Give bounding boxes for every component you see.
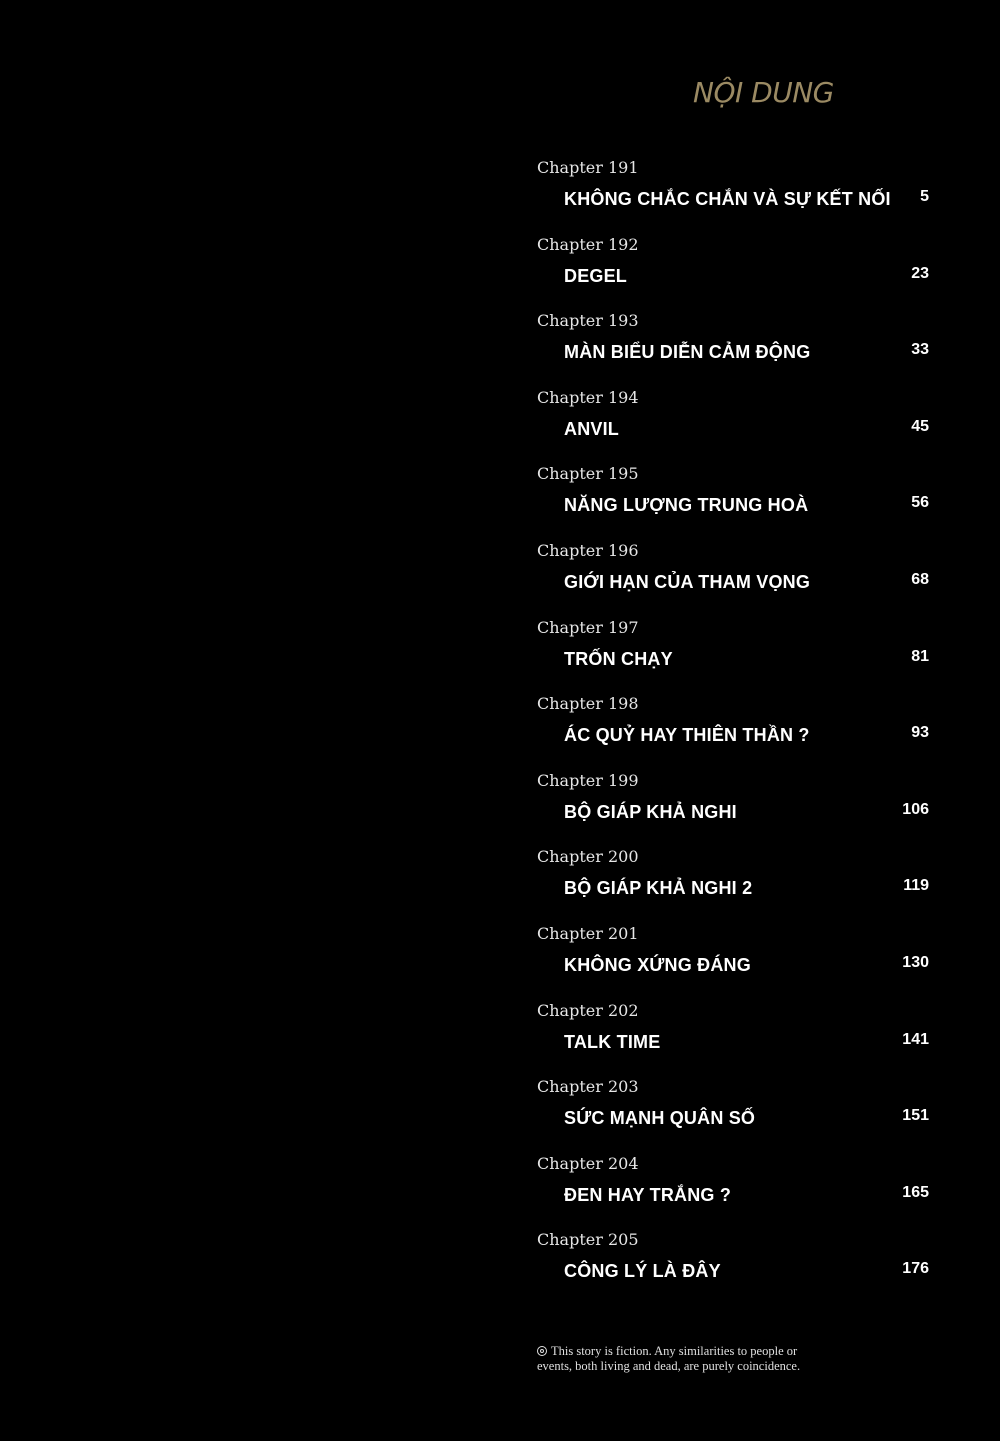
chapter-label: Chapter 191 — [537, 158, 639, 177]
toc-list — [537, 158, 932, 1307]
toc-entry[interactable] — [537, 924, 932, 1001]
page-number: 93 — [911, 724, 929, 742]
chapter-label: Chapter 193 — [537, 311, 639, 331]
toc-entry[interactable] — [537, 311, 932, 388]
chapter-title: CÔNG LÝ LÀ ĐÂY — [564, 1261, 721, 1282]
page-number: 45 — [911, 417, 929, 435]
chapter-label: Chapter 195 — [537, 464, 639, 484]
page-number: 33 — [911, 341, 929, 359]
chapter-title: TALK TIME — [564, 1031, 661, 1052]
chapter-title: SỨC MẠNH QUÂN SỐ — [564, 1108, 756, 1129]
chapter-label: Chapter 200 — [537, 847, 639, 867]
chapter-label: Chapter 192 — [537, 234, 639, 254]
toc-entry[interactable] — [537, 1001, 932, 1078]
toc-entry[interactable] — [537, 618, 932, 695]
chapter-title: KHÔNG XỨNG ĐÁNG — [564, 954, 751, 975]
toc-entry[interactable] — [537, 158, 932, 235]
chapter-title: ÁC QUỶ HAY THIÊN THẦN ? — [564, 725, 810, 746]
chapter-label: Chapter 198 — [537, 694, 639, 714]
chapter-label: Chapter 202 — [537, 1000, 639, 1020]
chapter-title: DEGEL — [564, 265, 628, 286]
chapter-label: Chapter 197 — [537, 617, 639, 637]
toc-entry[interactable] — [537, 771, 932, 848]
chapter-title: KHÔNG CHẮC CHẮN VÀ SỰ KẾT NỐI — [564, 189, 891, 209]
toc-entry[interactable] — [537, 847, 932, 924]
page-number: 68 — [911, 570, 929, 588]
page-number: 23 — [911, 264, 929, 282]
toc-title: NỘI DUNG — [693, 76, 834, 109]
chapter-title: BỘ GIÁP KHẢ NGHI 2 — [564, 878, 753, 899]
page-number: 151 — [902, 1107, 929, 1125]
toc-entry[interactable] — [537, 235, 932, 312]
page-number: 56 — [911, 494, 929, 512]
toc-entry[interactable] — [537, 1077, 932, 1154]
chapter-title: ĐEN HAY TRẮNG ? — [564, 1184, 732, 1205]
chapter-title: NĂNG LƯỢNG TRUNG HOÀ — [564, 495, 809, 516]
page-number: 165 — [902, 1183, 929, 1201]
chapter-label: Chapter 204 — [537, 1153, 639, 1173]
chapter-label: Chapter 201 — [537, 923, 639, 943]
disclaimer-text: This story is fiction. Any similarities to people or events, both living and dead, are purely coincidence. — [537, 1344, 801, 1373]
chapter-title: BỘ GIÁP KHẢ NGHI — [564, 801, 737, 822]
page-number: 106 — [902, 800, 929, 818]
chapter-title: ANVIL — [564, 418, 619, 439]
page-number: 176 — [902, 1260, 929, 1278]
toc-entry[interactable] — [537, 1154, 932, 1231]
toc-entry[interactable] — [537, 694, 932, 771]
copyright-circle-icon — [537, 1346, 547, 1356]
chapter-label: Chapter 194 — [537, 387, 639, 407]
toc-entry[interactable] — [537, 388, 932, 465]
page-number: 5 — [920, 188, 929, 205]
chapter-title: TRỐN CHẠY — [564, 648, 673, 669]
page-number: 119 — [903, 877, 929, 895]
page-number: 81 — [911, 647, 929, 665]
chapter-title: MÀN BIỂU DIỄN CẢM ĐỘNG — [564, 342, 811, 363]
page-number: 130 — [902, 953, 929, 971]
page-number: 141 — [902, 1030, 929, 1048]
disclaimer — [537, 1344, 827, 1374]
toc-entry[interactable] — [537, 541, 932, 618]
toc-entry[interactable] — [537, 464, 932, 541]
toc-entry[interactable] — [537, 1230, 932, 1307]
chapter-label: Chapter 205 — [537, 1230, 639, 1250]
chapter-label: Chapter 196 — [537, 540, 639, 560]
chapter-label: Chapter 203 — [537, 1077, 639, 1097]
chapter-label: Chapter 199 — [537, 770, 639, 790]
chapter-title: GIỚI HẠN CỦA THAM VỌNG — [564, 571, 811, 592]
